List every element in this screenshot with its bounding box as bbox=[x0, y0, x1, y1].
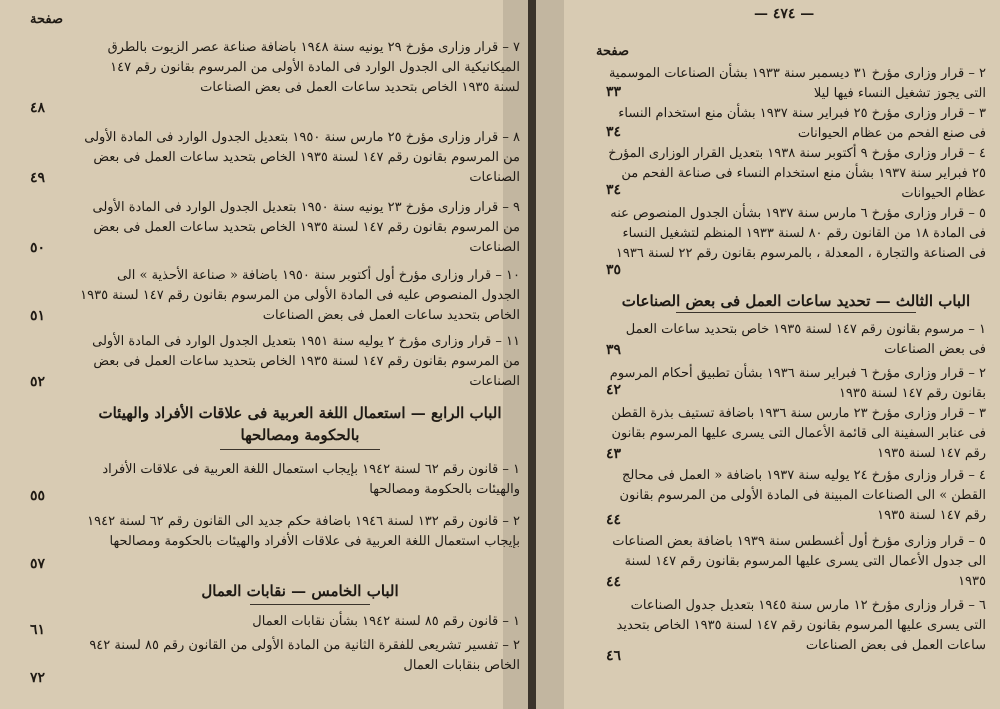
toc-entry: ٨ – قرار وزارى مؤرخ ٢٥ مارس سنة ١٩٥٠ بتعديل الجدول الوارد فى المادة الأولى من المرسوم بقانون رقم ١٤٧ لسنة ١٩٣٥ الخاص بتحديد ساعات العمل فى بعض الصناعات bbox=[84, 130, 520, 185]
toc-entry: ٤ – قرار وزارى مؤرخ ٩ أكتوبر سنة ١٩٣٨ بتعديل القرار الوزارى المؤرخ ٢٥ فبراير سنة ١٩٣٧ بشأن منع استخدام النساء فى صناعة الفحم من عظام الحيوانات bbox=[608, 146, 986, 201]
toc-page-number: ٥٧ bbox=[30, 556, 46, 572]
toc-page-number: ٤٩ bbox=[30, 170, 46, 186]
toc-entry: ٩ – قرار وزارى مؤرخ ٢٣ يونيه سنة ١٩٥٠ بتعديل الجدول الوارد فى المادة الأولى من المرسوم بقانون رقم ١٤٧ لسنة ١٩٣٥ الخاص بتحديد ساعات العمل فى بعض الصناعات bbox=[92, 200, 520, 255]
page-column-label: صفحة bbox=[596, 44, 629, 59]
chapter-title: الباب الخامس — نقابات العمال bbox=[201, 582, 399, 600]
toc-entry: ١٠ – قرار وزارى مؤرخ أول أكتوبر سنة ١٩٥٠ باضافة « صناعة الأحذية » الى الجدول المنصوص عليه فى المادة الأولى من المرسوم بقانون رقم ١٤٧ لسنة ١٩٣٥ الخاص بتحديد ساعات العمل فى بعض الصناعات bbox=[80, 268, 520, 323]
toc-page-number: ٤٤ bbox=[606, 512, 622, 528]
toc-page-number: ٤٢ bbox=[606, 382, 622, 398]
toc-entry: ١١ – قرار وزارى مؤرخ ٢ يوليه سنة ١٩٥١ بتعديل الجدول الوارد فى المادة الأولى من المرسوم بقانون رقم ١٤٧ لسنة ١٩٣٥ الخاص بتحديد ساعات العمل فى بعض الصناعات bbox=[92, 334, 520, 389]
toc-entry: ١ – قانون رقم ٨٥ لسنة ١٩٤٢ بشأن نقابات العمال bbox=[252, 614, 520, 629]
toc-page-number: ٧٢ bbox=[30, 670, 46, 686]
chapter-underline bbox=[676, 312, 916, 313]
toc-entry: ٥ – قرار وزارى مؤرخ أول أغسطس سنة ١٩٣٩ باضافة بعض الصناعات الى جدول الأعمال التى يسرى عليها المرسوم بقانون رقم ١٤٧ لسنة ١٩٣٥ bbox=[612, 534, 986, 589]
toc-entry: ٧ – قرار وزارى مؤرخ ٢٩ يونيه سنة ١٩٤٨ باضافة صناعة عصر الزيوت بالطرق الميكانيكية الى الجدول الوارد فى المادة الأولى من المرسوم بقانون رقم ١٤٧ لسنة ١٩٣٥ الخاص بتحديد ساعات العمل فى بعض الصناعات bbox=[107, 40, 520, 95]
toc-page-number: ٣٤ bbox=[606, 182, 622, 198]
toc-page-number: ٥١ bbox=[30, 308, 46, 324]
toc-page-number: ٥٢ bbox=[30, 374, 46, 390]
toc-entry: ١ – قانون رقم ٦٢ لسنة ١٩٤٢ بإيجاب استعمال اللغة العربية فى علاقات الأفراد والهيئات بالحكومة ومصالحها bbox=[102, 462, 520, 497]
toc-page-number: ٣٩ bbox=[606, 342, 622, 358]
toc-page-number: ٦١ bbox=[30, 622, 46, 638]
toc-page-number: ٥٥ bbox=[30, 488, 46, 504]
toc-entry: ٢ – قرار وزارى مؤرخ ٦ فبراير سنة ١٩٣٦ بشأن تطبيق أحكام المرسوم بقانون رقم ١٤٧ لسنة ١٩٣٥ bbox=[609, 366, 986, 401]
toc-entry: ٢ – قرار وزارى مؤرخ ٣١ ديسمبر سنة ١٩٣٣ بشأن الصناعات الموسمية التى يجوز تشغيل النساء فيها ليلا bbox=[608, 66, 986, 101]
toc-page-number: ٥٠ bbox=[30, 240, 46, 256]
toc-page-number: ٣٥ bbox=[606, 262, 622, 278]
chapter-title: الباب الرابع — استعمال اللغة العربية فى علاقات الأفراد والهيئات بالحكومة ومصالحها bbox=[98, 404, 502, 444]
toc-entry: ٢ – قانون رقم ١٣٢ لسنة ١٩٤٦ باضافة حكم جديد الى القانون رقم ٦٢ لسنة ١٩٤٢ بإيجاب استعمال اللغة العربية فى علاقات الأفراد والهيئات بالحكومة ومصالحها bbox=[87, 514, 520, 549]
toc-entry: ٣ – قرار وزارى مؤرخ ٢٥ فبراير سنة ١٩٣٧ بشأن منع استخدام النساء فى صنع الفحم من عظام الحيوانات bbox=[618, 106, 986, 141]
toc-entry: ١ – مرسوم بقانون رقم ١٤٧ لسنة ١٩٣٥ خاص بتحديد ساعات العمل فى بعض الصناعات bbox=[625, 322, 986, 357]
chapter-underline bbox=[220, 449, 380, 450]
toc-page-number: ٤٣ bbox=[606, 446, 622, 462]
toc-page-number: ٤٤ bbox=[606, 574, 622, 590]
toc-page-number: ٣٣ bbox=[606, 84, 622, 100]
toc-entry: ٤ – قرار وزارى مؤرخ ٢٤ يوليه سنة ١٩٣٧ باضافة « العمل فى محالج القطن » الى الصناعات المبينة فى المادة الأولى من المرسوم بقانون رقم ١٤٧ لسنة ١٩٣٥ bbox=[619, 468, 986, 523]
toc-entry: ٣ – قرار وزارى مؤرخ ٢٣ مارس سنة ١٩٣٦ باضافة تستيف بذرة القطن فى عنابر السفينة الى قائمة الأعمال التى يسرى عليها المرسوم بقانون رقم ١٤٧ لسنة ١٩٣٥ bbox=[611, 406, 986, 461]
page-number: — ٤٧٤ — bbox=[754, 6, 815, 22]
toc-entry: ٥ – قرار وزارى مؤرخ ٦ مارس سنة ١٩٣٧ بشأن الجدول المنصوص عنه فى المادة ١٨ من القانون رقم ٨٠ لسنة ١٩٣٣ المنظم لتشغيل النساء فى الصناعة والتجارة ، المعدلة ، بالمرسوم بقانون رقم ٢٢ لسنة ١٩٣٦ bbox=[610, 206, 986, 261]
toc-entry: ٢ – تفسير تشريعى للفقرة الثانية من المادة الأولى من القانون رقم ٨٥ لسنة ٩٤٢ الخاص بنقابات العمال bbox=[89, 638, 520, 673]
chapter-underline bbox=[250, 604, 370, 605]
page-column-label: صفحة bbox=[30, 12, 63, 27]
toc-page-number: ٣٤ bbox=[606, 124, 622, 140]
toc-page-number: ٤٨ bbox=[30, 100, 46, 116]
chapter-title: الباب الثالث — تحديد ساعات العمل فى بعض الصناعات bbox=[621, 292, 971, 310]
toc-page-number: ٤٦ bbox=[606, 648, 622, 664]
right-page bbox=[536, 0, 1000, 709]
toc-entry: ٦ – قرار وزارى مؤرخ ١٢ مارس سنة ١٩٤٥ بتعديل جدول الصناعات التى يسرى عليها المرسوم بقانون رقم ١٤٧ لسنة ١٩٣٥ الخاص بتحديد ساعات العمل فى بعض الصناعات bbox=[616, 598, 986, 653]
